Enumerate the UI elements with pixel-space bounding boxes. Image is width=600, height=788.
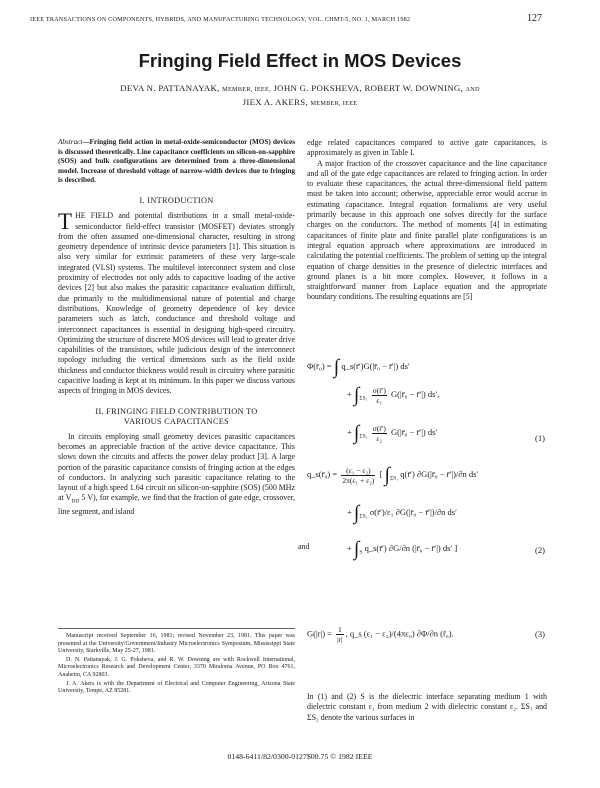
equation-1-line-1	[307, 357, 410, 377]
bottom-paragraph: In (1) and (2) S is the dielectric interface separating medium 1 with dielectric constant ε₁ from medium 2 with dielectric constant ε₂. ΣS₁ and ΣS₂ denote the various surfaces in	[307, 692, 547, 722]
subscript: ΣS₁	[389, 475, 399, 482]
denominator: |r|	[337, 635, 343, 644]
eq-term: σ(r̄′)/ε₁ ∂G(|r̄₀ − r̄′|)/∂n ds′	[369, 506, 457, 517]
footnote: J. A. Akers is with the Department of Electrical and Computer Engineering, Arizona State University, Tempe, AZ 85281.	[58, 680, 295, 695]
denominator: ε₂	[376, 433, 383, 443]
equation-3: G(|r|) = $\frac{1}{|r|}$ , q_s (ε₁ − ε₂)/(4πε₀) ∂Φ/∂n (r̄₀).	[307, 625, 454, 644]
section-heading-fringing	[58, 407, 295, 427]
eq-term: G(|r̄₀ − r̄′|) ds′,	[391, 388, 440, 399]
numerator: (ε₁ − ε₂)	[341, 466, 375, 476]
abstract-label: Abstract	[58, 138, 83, 146]
running-head: IEEE TRANSACTIONS ON COMPONENTS, HYBRIDS, AND MANUFACTURING TECHNOLOGY, VOL. CHMT-5, NO. 1, MARCH 1982	[30, 16, 411, 23]
section2-text: In circuits employing small geometry devices parasitic capacitances becomes an appreciable fraction of the active device capacitance. This slows down the circuits and affects the power delay product [3]. A large portion of the parasitic capacitance consists of fringing action at the edges of conductors. In analyzing such parasitic capacitance relating to the layout of a high speed 1.64 circuit on silicon-on-sapphire (SOS) (500 MHz at V	[58, 431, 295, 503]
eq-lhs: G(|r|) =	[307, 628, 332, 639]
copyright-line: 0148-6411/82/0300-0127$00.75 © 1982 IEEE	[227, 752, 373, 761]
denominator: 2π(ε₁ + ε₂)	[342, 475, 375, 485]
footnotes	[58, 628, 295, 697]
author-name: DEVA N. PATTANAYAK,	[120, 83, 220, 93]
abstract	[58, 138, 295, 186]
paper-title: Fringing Field Effect in MOS Devices	[138, 50, 462, 71]
numerator: 1	[337, 625, 342, 634]
and-word: AND	[465, 86, 480, 93]
integral-sign: ∫	[333, 356, 340, 378]
right-paragraph: A major fraction of the crossover capacitance and the line capacitance and all of the gate edge capacitances are related to fringing action. In order to evaluate these capacitances, the actual three-dimensional field pattern must be taken into account; otherwise, appreciable error would accrue in estimating capacitance. Integral equation formalisms are very useful primarily because in this approach one solves directly for the surface charges on the conductors. The method of moments [4] in estimating capacitances of finite plate and finite parallel plate configurations is an integral equation approach where approximations are introduced in calculating the potential coefficients. The problem of setting up the integral equation of charge densities in the presence of dielectric interfaces and ground planes is a bit more complex. However, it follows in a straightforward manner from Laplace equation and the appropriate boundary conditions. The resulting equations are [5]	[307, 158, 547, 302]
eq-term: q_s(r̄′) ∂G/∂n (|r̄₀ − r̄′|) ds′	[364, 542, 453, 553]
integral-sign: ∫	[384, 464, 390, 486]
eq-term: G(|r̄₀ − r̄′|) ds′	[391, 426, 438, 437]
eq-term: q(r̄′) ∂G(|r̄₀ − r̄′|)/∂n ds′	[400, 468, 479, 479]
fraction	[372, 386, 387, 405]
integral-sign: ∫	[353, 538, 360, 560]
equation-1-line-2: + $\int_{\Sigma S_1}$ $\frac{\sigma(r̄')}{\text{ε₁}}$ G(|r̄₀ − r̄′|) ds′,	[347, 384, 440, 406]
fraction	[341, 466, 375, 485]
right-column	[307, 138, 547, 303]
subscript: ΣS₁	[359, 395, 368, 402]
equation-number: (1)	[535, 433, 545, 443]
heading-line: II. FRINGING FIELD CONTRIBUTION TO	[95, 406, 258, 416]
eq-term: q_s (ε₁ − ε₂)/(4πε₀) ∂Φ/∂n (r̄₀).	[349, 628, 454, 639]
integral-sign: ∫	[353, 384, 360, 406]
denominator: ε₁	[376, 395, 383, 405]
section-heading-introduction: I. INTRODUCTION	[139, 195, 214, 205]
right-paragraph: edge related capacitances compared to active gate capacitances, is approximately as given in Table I.	[307, 138, 547, 158]
section2-paragraph	[58, 432, 295, 518]
section2-text-end: 5 V), for example, we find that the fraction of gate edge, crossover, line segment, and island	[58, 493, 295, 517]
eq-lhs: Φ(r̄₀) =	[307, 360, 332, 371]
heading-line: VARIOUS CAPACITANCES	[123, 416, 230, 426]
subscript: S	[359, 549, 363, 556]
subscript: DD	[71, 498, 80, 505]
numerator: σ(r̄′)	[372, 423, 386, 433]
eq-term: q_s(r̄′)G(|r̄₀ − r̄′|) ds′	[341, 360, 410, 371]
author-name: JIEX A. AKERS,	[242, 97, 308, 107]
and-word: and	[298, 542, 310, 551]
author-name: JOHN G. POKSHEVA, ROBERT W. DOWNING,	[273, 83, 464, 93]
abstract-text: —Fringing field action in metal-oxide-semiconductor (MOS) devices is discussed theoretically. Line capacitance coefficients on silicon-on-sapphire (SOS) and bulk configurations are determined from a three-dimensional model. Increase of threshold voltage of narrow-width devices due to fringing is described.	[58, 138, 295, 185]
subscript: ΣS₂	[359, 433, 368, 440]
footnote: D. N. Pattanayak, J. G. Poksheva, and R. W. Downing are with Rockwell International, Microelectronics Research and Development Center, 3370 Miraloma Avenue, PO Box 4761, Anaheim, CA 92803.	[58, 656, 295, 678]
equation-2-line-3: + $\int_S$ q_s(r̄′) ∂G/∂n (|r̄₀ − r̄′|) ds′ ]	[347, 538, 458, 560]
subscript: ΣS₂	[359, 513, 368, 520]
left-column	[58, 138, 295, 518]
fraction	[372, 424, 387, 443]
member-tag: MEMBER, IEEE,	[222, 86, 271, 93]
equation-number: (2)	[535, 545, 545, 555]
integral-sign: ∫	[353, 422, 360, 444]
eq-lhs: q_s(r̄₀) =	[307, 468, 338, 479]
footnote: Manuscript received September 16, 1981; revised November 23, 1981. This paper was presented at the University/Government/Industry Microelectronics Symposium, Mississippi State University, Starkville, May 25-27, 1981.	[58, 633, 295, 655]
equation-number: (3)	[535, 629, 545, 639]
fraction	[336, 625, 344, 644]
equation-area	[307, 345, 547, 717]
page-number: 127	[527, 13, 542, 24]
author-block	[70, 82, 530, 110]
equation-1-line-3: + $\int_{\Sigma S_2}$ $\frac{\sigma(r̄')}{\text{ε₂}}$ G(|r̄₀ − r̄′|) ds′	[347, 422, 438, 444]
equation-2-line-2: + $\int_{\Sigma S_2}$ σ(r̄′)/ε₁ ∂G(|r̄₀ − r̄′|)/∂n ds′	[347, 502, 457, 524]
intro-paragraph	[58, 211, 295, 396]
drop-cap: T	[58, 209, 73, 235]
numerator: σ(r̄′)	[372, 385, 386, 395]
member-tag: MEMBER, IEEE	[310, 100, 358, 107]
intro-text: HE FIELD and potential distributions in a small metal-oxide-semiconductor field-effect transistor (MOSFET) deviates strongly from the often assumed one-dimensional character, resulting in strong geometry dependence of intrinsic device parameters [1]. This situation is also very similar for extrinsic parameters of these very large-scale integrated (VLSI) systems. The multilevel interconnect system and close proximity of electrodes not only adds to capacitive loading of the active devices [2] but also makes the parasitic capacitance evaluation difficult, due primarily to the multidimensional nature of potential and charge distributions. Knowledge of geometry dependence of key device parameters such as latch, conductance and threshold voltage and interconnect capacitances is essential in designing high-speed circuitry. Optimizing the structure of discrete MOS devices will lead to greater drive capabilities of the transistors, while judicious design of the interconnect topology including the vertical dimensions such as the field oxide thickness and conductor thickness would result in circuitry where parasitic capacitive loading is kept at its minimum. In this paper we discuss various aspects of fringing in MOS devices.	[58, 211, 295, 396]
equation-2-line-1: q_s(r̄₀) = $\frac{\text{(ε₁ − ε₂)}}{\text{2π(ε₁ + ε₂)}}$ [ $\int_{\Sigma S_1}$ q(r̄′) ∂G(|r̄₀ − r̄′|)/∂n ds′	[307, 464, 479, 486]
integral-sign: ∫	[353, 502, 360, 524]
